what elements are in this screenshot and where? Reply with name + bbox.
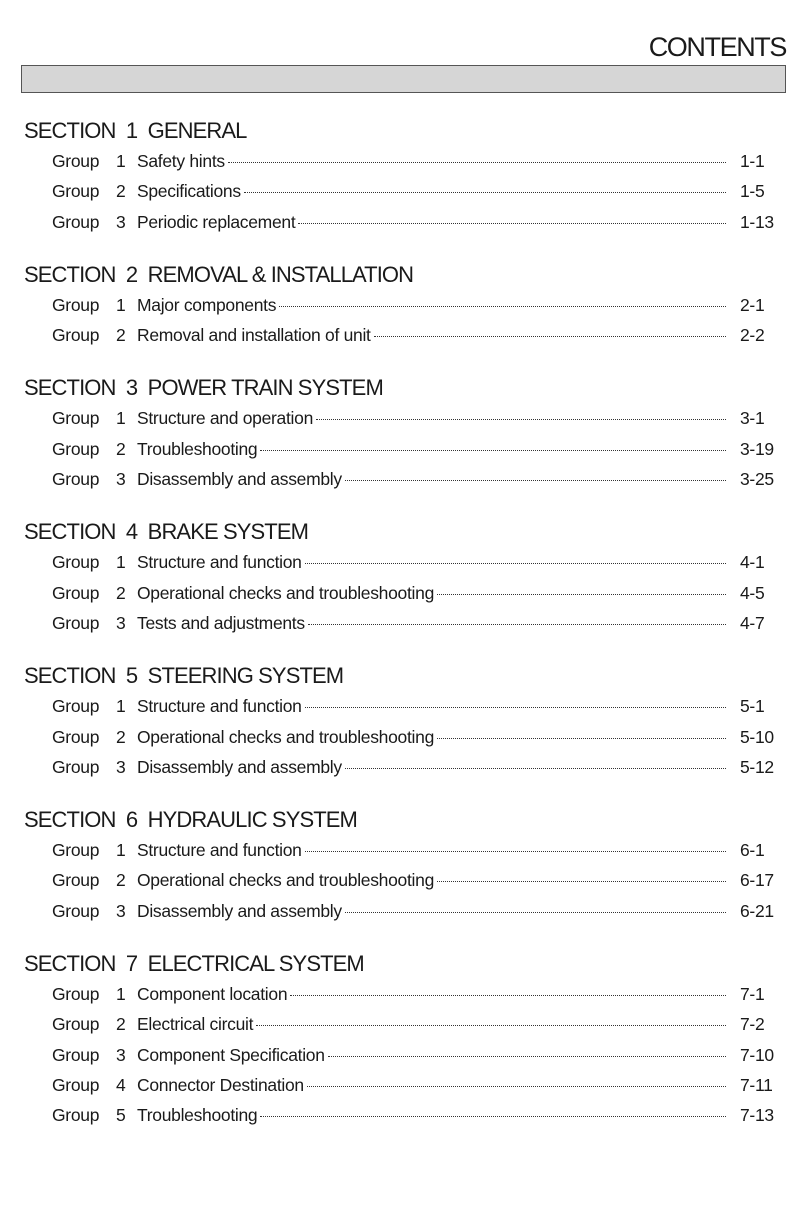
group-number: 1: [116, 408, 126, 429]
dot-leader: [290, 995, 726, 996]
toc-entry[interactable]: [0, 547, 808, 577]
group-label: Group: [52, 582, 100, 603]
entry-title: Electrical circuit: [137, 1014, 254, 1035]
group-label: Group: [52, 294, 100, 315]
section-heading[interactable]: SECTION 7 ELECTRICAL SYSTEM: [24, 951, 364, 977]
toc-entry[interactable]: [0, 979, 808, 1009]
section-heading[interactable]: SECTION 3 POWER TRAIN SYSTEM: [24, 375, 383, 401]
toc-entry[interactable]: [0, 835, 808, 865]
page-number: 4-1: [740, 552, 765, 573]
page-number: 4-7: [740, 612, 765, 633]
toc-section: [0, 260, 808, 351]
page-number: 5-10: [740, 726, 774, 747]
entry-title-leader: [137, 865, 726, 895]
entry-title: Safety hints: [137, 151, 225, 171]
entry-title: Operational checks and troubleshooting: [137, 726, 434, 747]
toc-entry[interactable]: [0, 320, 808, 350]
toc-entry[interactable]: [0, 896, 808, 926]
group-number: 2: [116, 582, 126, 603]
entry-title: Disassembly and assembly: [137, 469, 342, 490]
group-number: 5: [116, 1105, 126, 1126]
group-number: 3: [116, 469, 126, 490]
group-label: Group: [52, 325, 100, 346]
group-number: 2: [116, 438, 126, 459]
dot-leader: [298, 223, 726, 224]
group-number: 1: [116, 840, 126, 861]
dot-leader: [305, 563, 726, 564]
entry-title: Structure and operation: [137, 408, 313, 429]
toc-entry[interactable]: [0, 403, 808, 433]
dot-leader: [308, 624, 726, 625]
toc-entry[interactable]: [0, 1100, 808, 1130]
entry-title-leader: [137, 896, 726, 926]
group-label: Group: [52, 151, 100, 171]
group-label: Group: [52, 900, 100, 921]
group-label: Group: [52, 1014, 100, 1035]
entry-title-leader: [137, 176, 726, 206]
toc-entry[interactable]: [0, 578, 808, 608]
dot-leader: [228, 162, 726, 163]
entry-title: Component Specification: [137, 1044, 325, 1065]
group-label: Group: [52, 181, 100, 202]
dot-leader: [437, 594, 726, 595]
group-label: Group: [52, 696, 100, 717]
toc-entry[interactable]: [0, 608, 808, 638]
page-number: 7-11: [740, 1074, 773, 1095]
group-label: Group: [52, 840, 100, 861]
entry-title: Component location: [137, 984, 288, 1005]
page-number: 1-13: [740, 211, 774, 232]
entry-title-leader: [137, 207, 726, 237]
entry-title-leader: [137, 464, 726, 494]
page-number: 1-5: [740, 181, 765, 202]
entry-title-leader: [137, 691, 726, 721]
entry-title-leader: [137, 403, 726, 433]
group-label: Group: [52, 870, 100, 891]
section-heading[interactable]: SECTION 2 REMOVAL & INSTALLATION: [24, 261, 414, 287]
toc-section: [0, 373, 808, 494]
dot-leader: [279, 306, 726, 307]
group-number: 1: [116, 696, 126, 717]
group-label: Group: [52, 211, 100, 232]
toc-entry[interactable]: [0, 722, 808, 752]
toc-section: [0, 661, 808, 782]
dot-leader: [305, 707, 726, 708]
dot-leader: [328, 1056, 726, 1057]
entry-title: Connector Destination: [137, 1074, 304, 1095]
entry-title-leader: [137, 434, 726, 464]
group-number: 2: [116, 870, 126, 891]
section-heading[interactable]: SECTION 4 BRAKE SYSTEM: [24, 519, 309, 545]
toc-section: [0, 517, 808, 638]
entry-title: Specifications: [137, 181, 241, 202]
dot-leader: [256, 1025, 726, 1026]
dot-leader: [244, 192, 726, 193]
title-bar: [21, 65, 786, 93]
page-number: 2-1: [740, 294, 765, 315]
page-number: 4-5: [740, 582, 765, 603]
dot-leader: [437, 881, 726, 882]
dot-leader: [345, 480, 726, 481]
page-number: 6-17: [740, 870, 774, 891]
toc-entry[interactable]: [0, 1040, 808, 1070]
entry-title: Major components: [137, 294, 277, 315]
group-number: 1: [116, 294, 126, 315]
entry-title-leader: [137, 146, 726, 176]
page-number: 1-1: [740, 151, 765, 171]
toc-entry[interactable]: [0, 434, 808, 464]
toc-entry[interactable]: [0, 176, 808, 206]
toc-section: [0, 116, 808, 237]
table-of-contents: [0, 116, 808, 1154]
group-label: Group: [52, 469, 100, 490]
dot-leader: [260, 1116, 726, 1117]
section-heading[interactable]: SECTION 1 GENERAL: [24, 118, 247, 143]
entry-title-leader: [137, 1040, 726, 1070]
entry-title-leader: [137, 1009, 726, 1039]
group-label: Group: [52, 438, 100, 459]
dot-leader: [437, 738, 726, 739]
entry-title: Troubleshooting: [137, 1105, 258, 1126]
group-label: Group: [52, 984, 100, 1005]
entry-title: Structure and function: [137, 696, 302, 717]
group-number: 3: [116, 612, 126, 633]
entry-title-leader: [137, 608, 726, 638]
entry-title-leader: [137, 1100, 726, 1130]
group-label: Group: [52, 726, 100, 747]
page-number: 3-1: [740, 408, 765, 429]
entry-title-leader: [137, 835, 726, 865]
section-heading[interactable]: SECTION 6 HYDRAULIC SYSTEM: [24, 807, 357, 833]
entry-title: Structure and function: [137, 840, 302, 861]
toc-entry[interactable]: [0, 752, 808, 782]
page-number: 5-1: [740, 696, 765, 717]
entry-title-leader: [137, 290, 726, 320]
group-number: 3: [116, 900, 126, 921]
entry-title: Tests and adjustments: [137, 612, 305, 633]
toc-entry[interactable]: [0, 691, 808, 721]
group-label: Group: [52, 408, 100, 429]
entry-title: Operational checks and troubleshooting: [137, 870, 434, 891]
group-number: 1: [116, 151, 126, 171]
group-label: Group: [52, 552, 100, 573]
group-number: 1: [116, 984, 126, 1005]
page-title: CONTENTS: [648, 32, 786, 62]
dot-leader: [374, 336, 726, 337]
group-number: 2: [116, 1014, 126, 1035]
toc-entry[interactable]: [0, 207, 808, 237]
page-number: 7-1: [740, 984, 765, 1005]
entry-title: Periodic replacement: [137, 211, 296, 232]
entry-title: Disassembly and assembly: [137, 756, 342, 777]
dot-leader: [305, 851, 726, 852]
entry-title-leader: [137, 979, 726, 1009]
toc-entry[interactable]: [0, 1070, 808, 1100]
group-number: 4: [116, 1074, 126, 1095]
page-number: 6-21: [740, 900, 774, 921]
toc-entry[interactable]: [0, 146, 808, 176]
entry-title: Troubleshooting: [137, 438, 258, 459]
dot-leader: [345, 768, 726, 769]
toc-entry[interactable]: [0, 865, 808, 895]
group-number: 3: [116, 1044, 126, 1065]
page-number: 7-10: [740, 1044, 774, 1065]
group-number: 2: [116, 325, 126, 346]
group-label: Group: [52, 756, 100, 777]
dot-leader: [260, 450, 726, 451]
page-number: 6-1: [740, 840, 765, 861]
entry-title-leader: [137, 752, 726, 782]
page-number: 2-2: [740, 325, 765, 346]
page-number: 7-13: [740, 1105, 774, 1126]
entry-title: Operational checks and troubleshooting: [137, 582, 434, 603]
entry-title-leader: [137, 578, 726, 608]
group-number: 3: [116, 756, 126, 777]
group-number: 2: [116, 726, 126, 747]
group-label: Group: [52, 612, 100, 633]
page-number: 7-2: [740, 1014, 765, 1035]
toc-section: [0, 805, 808, 926]
page-number: 3-19: [740, 438, 774, 459]
entry-title: Removal and installation of unit: [137, 325, 371, 346]
entry-title-leader: [137, 1070, 726, 1100]
page-number: 3-25: [740, 469, 774, 490]
entry-title: Structure and function: [137, 552, 302, 573]
toc-entry[interactable]: [0, 290, 808, 320]
toc-entry[interactable]: [0, 1009, 808, 1039]
group-number: 2: [116, 181, 126, 202]
group-label: Group: [52, 1074, 100, 1095]
entry-title: Disassembly and assembly: [137, 900, 342, 921]
group-label: Group: [52, 1105, 100, 1126]
toc-section: [0, 949, 808, 1130]
page-number: 5-12: [740, 756, 774, 777]
entry-title-leader: [137, 320, 726, 350]
dot-leader: [345, 912, 726, 913]
group-number: 1: [116, 552, 126, 573]
entry-title-leader: [137, 722, 726, 752]
dot-leader: [316, 419, 726, 420]
toc-entry[interactable]: [0, 464, 808, 494]
section-heading[interactable]: SECTION 5 STEERING SYSTEM: [24, 663, 344, 689]
dot-leader: [307, 1086, 726, 1087]
group-label: Group: [52, 1044, 100, 1065]
entry-title-leader: [137, 547, 726, 577]
group-number: 3: [116, 211, 126, 232]
